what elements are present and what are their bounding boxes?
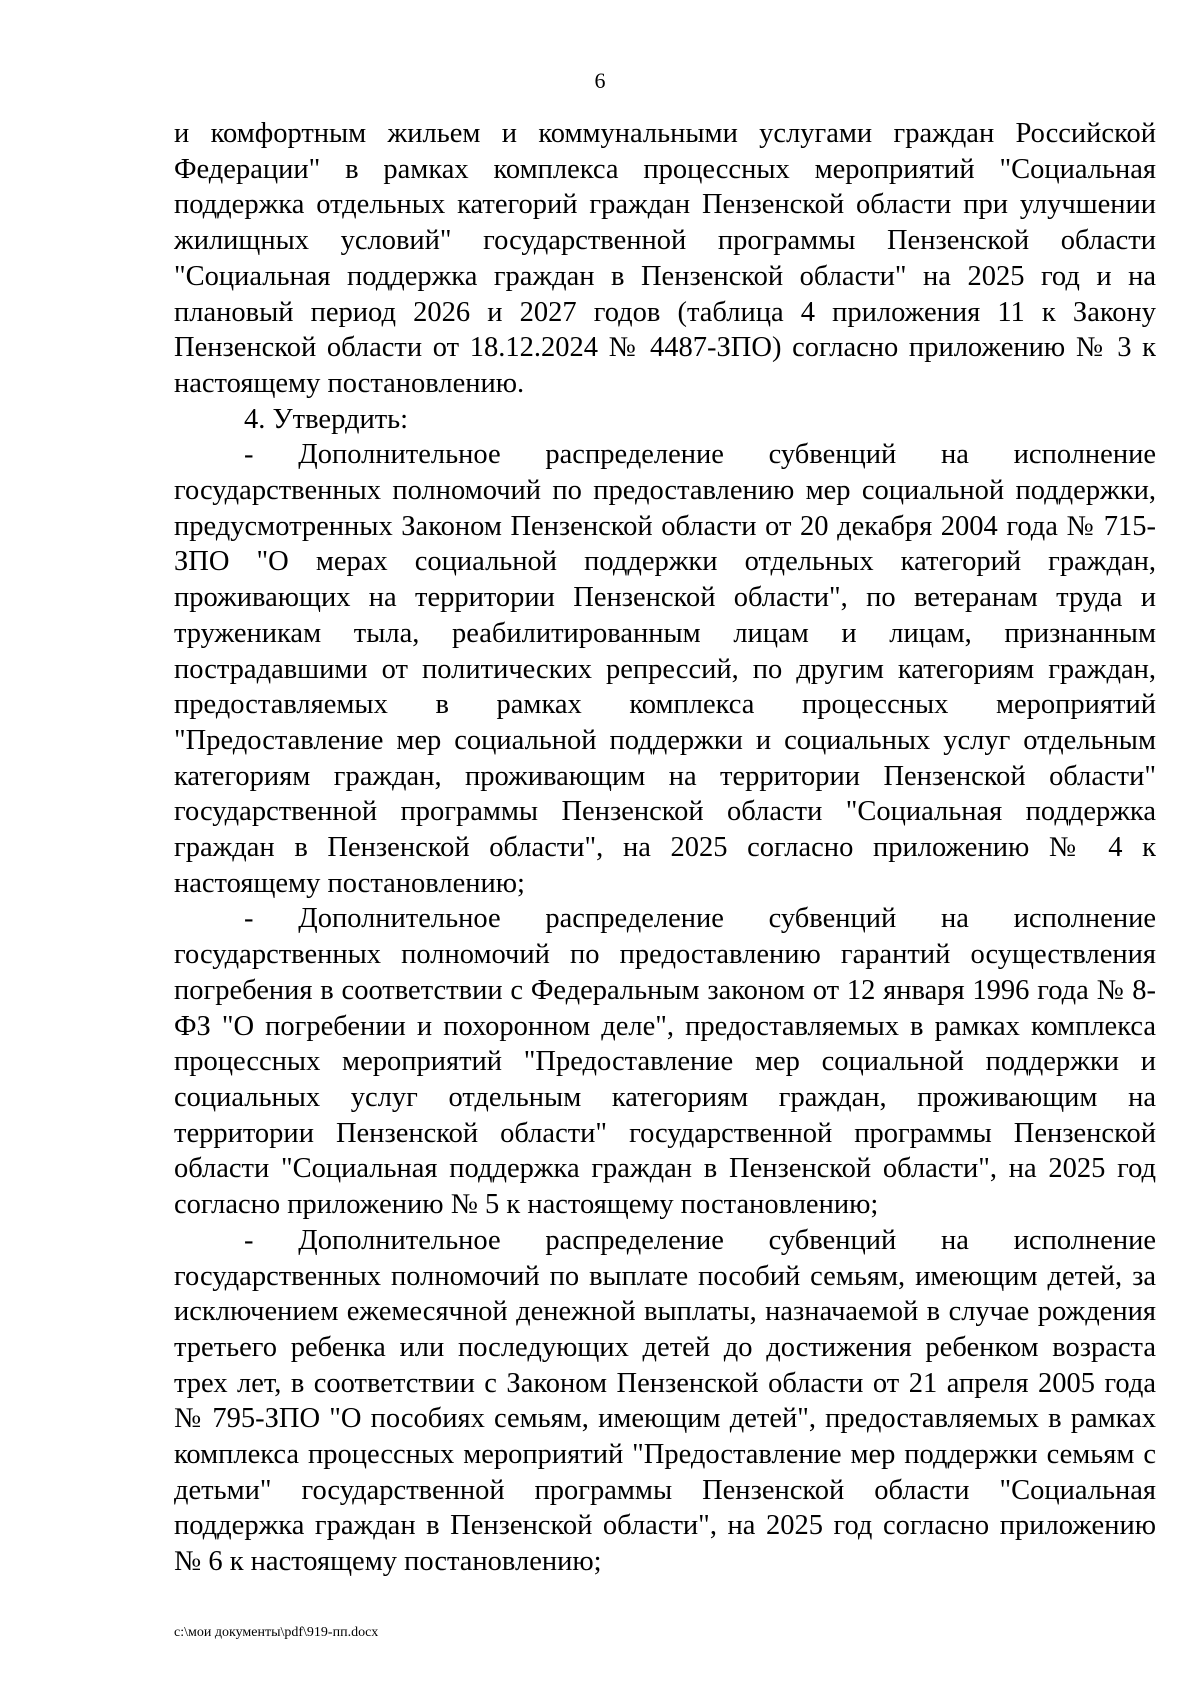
paragraph-continuation: и комфортным жильем и коммунальными услугами граждан Российской Федерации" в рамках комплекса процессных мероприятий "Социальная поддержка отдельных категорий граждан Пензенской области при улучшении жилищных условий" государственной программы Пензенской области "Социальная поддержка граждан в Пензенской области" на 2025 год и на плановый период 2026 и 2027 годов (таблица 4 приложения 11 к Закону Пензенской области от 18.12.2024 № 4487-ЗПО) согласно приложению № 3 к настоящему постановлению.	[174, 118, 1156, 399]
paragraph-appendix-4: - Дополнительное распределение субвенций на исполнение государственных полномочий по предоставлению мер социальной поддержки, предусмотренных Законом Пензенской области от 20 декабря 2004 года № 715-ЗПО "О мерах социальной поддержки отдельных категорий граждан, проживающих на территории Пензенской области", по ветеранам труда и труженикам тыла, реабилитированным лицам и лицам, признанным пострадавшими от политических репрессий, по другим категориям граждан, предоставляемых в рамках комплекса процессных мероприятий "Предоставление мер социальной поддержки и социальных услуг отдельным категориям граждан, проживающим на территории Пензенской области" государственной программы Пензенской области "Социальная поддержка граждан в Пензенской области", на 2025 согласно приложению № 4 к настоящему постановлению;	[174, 439, 1156, 899]
document-body	[174, 116, 1156, 1580]
paragraph-appendix-6: - Дополнительное распределение субвенций на исполнение государственных полномочий по выплате пособий семьям, имеющим детей, за исключением ежемесячной денежной выплаты, назначаемой в случае рождения третьего ребенка или последующих детей до достижения ребенком возраста трех лет, в соответствии с Законом Пензенской области от 21 апреля 2005 года № 795-ЗПО "О пособиях семьям, имеющим детей", предоставляемых в рамках комплекса процессных мероприятий "Предоставление мер поддержки семьям с детьми" государственной программы Пензенской области "Социальная поддержка граждан в Пензенской области", на 2025 год согласно приложению № 6 к настоящему постановлению;	[174, 1224, 1156, 1578]
paragraph-item-4: 4. Утвердить:	[244, 403, 409, 435]
paragraph-appendix-5: - Дополнительное распределение субвенций на исполнение государственных полномочий по предоставлению гарантий осуществления погребения в соответствии с Федеральным законом от 12 января 1996 года № 8-ФЗ "О погребении и похоронном деле", предоставляемых в рамках комплекса процессных мероприятий "Предоставление мер социальной поддержки и социальных услуг отдельным категориям граждан, проживающим на территории Пензенской области" государственной программы Пензенской области "Социальная поддержка граждан в Пензенской области", на 2025 год согласно приложению № 5 к настоящему постановлению;	[174, 903, 1156, 1221]
page-number: 6	[594, 68, 606, 93]
file-path-footer: c:\мои документы\pdf\919-пп.docx	[174, 1625, 379, 1640]
